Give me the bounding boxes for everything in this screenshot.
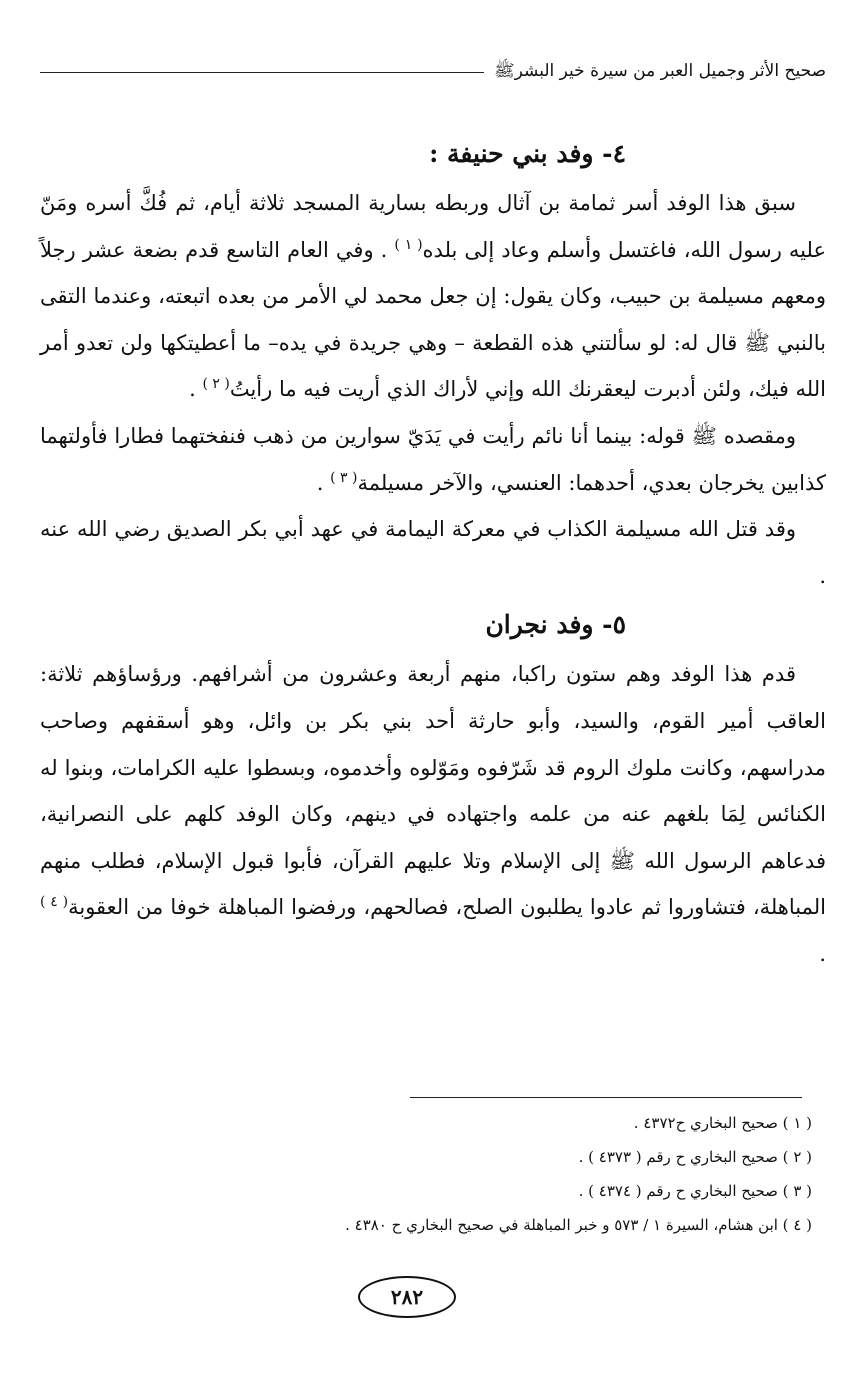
paragraph-4-end: . [819, 941, 826, 966]
paragraph-2-text: ومقصده ﷺ قوله: بينما أنا نائم رأيت في يَدَيّ سوارين من ذهب فنفختهما فطارا فأولتهما كذابين يخرجان بعدي، أحدهما: العنسي، والآخر مسيلمة [40, 423, 826, 495]
footnote-ref-2: ( ٢ ) [202, 376, 230, 393]
footnote-2: ( ٢ ) صحيح البخاري ح رقم ( ٤٣٧٣ ) . [578, 1148, 812, 1166]
footnotes [40, 1106, 812, 1242]
page-number: ٢٨٢ [358, 1276, 456, 1318]
footnote-ref-1: ( ١ ) [394, 236, 423, 253]
paragraph-1 [40, 180, 826, 413]
paragraph-2-end: . [316, 470, 331, 495]
footnote-separator [410, 1097, 802, 1098]
paragraph-1-text-b: . وفي العام التاسع قدم بضعة عشر رجلاً ومعهم مسيلمة بن حبيب، وكان يقول: إن جعل محمد لي الأمر من بعده اتبعته، وعندما التقى بالنبي ﷺ قال له: لو سألتني هذه القطعة – وهي جريدة في يده– ما أعطيتكها ولن تعدو أمر الله فيك، ولئن أدبرت ليعقرنك الله وإني لأراك الذي أريت فيه ما رأيتُ [40, 237, 826, 402]
footnote-1: ( ١ ) صحيح البخاري ح٤٣٧٢ . [633, 1114, 812, 1132]
paragraph-3: وقد قتل الله مسيلمة الكذاب في معركة اليمامة في عهد أبي بكر الصديق رضي الله عنه . [40, 517, 826, 588]
paragraph-1-text-a: سبق هذا الوفد أسر ثمامة بن آثال وربطه بسارية المسجد ثلاثة أيام، ثم فُكَّ أسره ومَنّ عليه رسول الله، فاغتسل وأسلم وعاد إلى بلده [40, 191, 827, 262]
book-title: صحيح الأثر وجميل العبر من سيرة خير البشرﷺ [494, 61, 826, 81]
section-heading-banu-hanifa: ٤- وفد بني حنيفة : [429, 139, 626, 168]
paragraph-2 [40, 413, 826, 506]
footnote-4: ( ٤ ) ابن هشام، السيرة ١ / ٥٧٣ و خبر المباهلة في صحيح البخاري ح ٤٣٨٠ . [345, 1216, 812, 1234]
footnote-3: ( ٣ ) صحيح البخاري ح رقم ( ٤٣٧٤ ) . [578, 1182, 812, 1200]
paragraph-4 [40, 651, 826, 977]
paragraph-1-end: . [189, 377, 203, 402]
section-heading-najran: ٥- وفد نجران [485, 610, 626, 640]
header-rule [40, 72, 484, 73]
footnote-ref-3: ( ٣ ) [330, 469, 358, 486]
main-text [40, 128, 826, 978]
footnote-ref-4: ( ٤ ) [40, 894, 69, 911]
paragraph-4-text: قدم هذا الوفد وهم ستون راكبا، منهم أربعة وعشرون من أشرافهم. ورؤساؤهم ثلاثة: العاقب أمير القوم، والسيد، وأبو حارثة أحد بني بكر بن وائل، وهو أسقفهم وصاحب مدراسهم، وكانت ملوك الروم قد شَرّفوه ومَوّلوه وأخدموه، وبسطوا عليه الكرامات، وبنوا له الكنائس لِمَا بلغهم عنه من علمه واجتهاده في دينهم، وكان الوفد كلهم على النصرانية، فدعاهم الرسول الله ﷺ إلى الإسلام وتلا عليهم القرآن، فأبوا قبول الإسلام، فطلب منهم المباهلة، فتشاوروا ثم عادوا يطلبون الصلح، فصالحهم، ورفضوا المباهلة خوفا من العقوبة [40, 662, 826, 920]
running-header [40, 60, 826, 85]
